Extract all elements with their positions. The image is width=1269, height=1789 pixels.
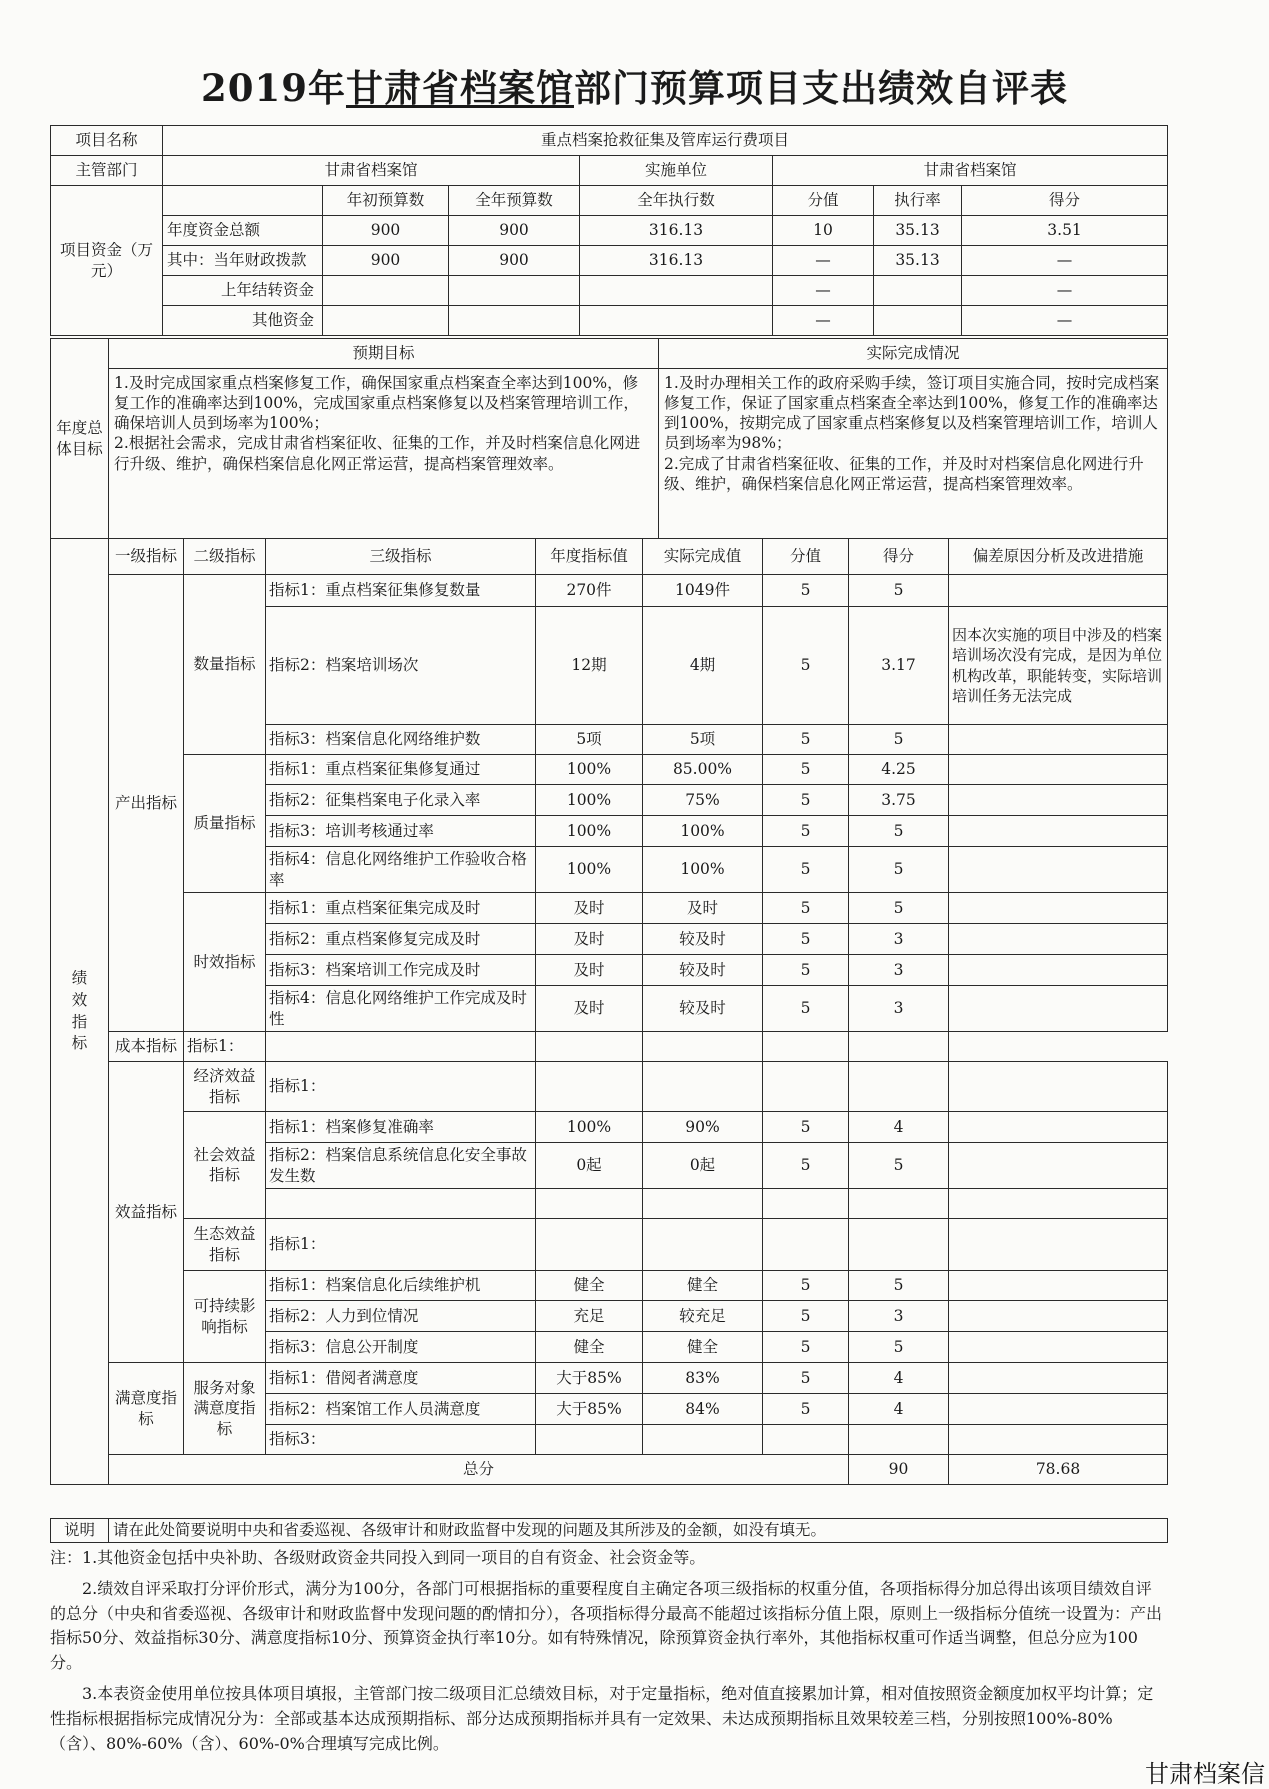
header-score: 得分 xyxy=(849,539,949,575)
table-row: 指标2：档案信息系统信息化安全事故发生数 0起 0起 5 5 xyxy=(51,1143,1168,1189)
project-name-value: 重点档案抢救征集及管库运行费项目 xyxy=(163,126,1168,156)
total-row xyxy=(51,1455,1168,1485)
table-row: 指标4：信息化网络维护工作验收合格率 100% 100% 5 5 xyxy=(51,847,1168,893)
table-row: 指标2：档案培训场次 12期 4期 5 3.17 因本次实施的项目中涉及的档案培训场次没有完成，是因为单位机构改革，职能转变，实际培训培训任务无法完成 xyxy=(51,607,1168,725)
funds-header: 全年预算数 xyxy=(449,186,580,216)
actual-header: 实际完成情况 xyxy=(659,339,1168,369)
indicators-section-label: 绩效指标 xyxy=(51,539,109,1485)
funds-label: 项目资金（万元） xyxy=(51,186,163,336)
dept-label: 主管部门 xyxy=(51,156,163,186)
level2-service: 服务对象满意度指标 xyxy=(184,1363,266,1455)
header-actual: 实际完成值 xyxy=(643,539,763,575)
note-1: 注：1.其他资金包括中央补助、各级财政资金共同投入到同一项目的自有资金、社会资金等。 xyxy=(50,1548,706,1567)
level1-benefit: 效益指标 xyxy=(109,1062,184,1363)
impl-value: 甘肃省档案馆 xyxy=(773,156,1168,186)
table-row: 指标3：信息公开制度 健全 健全 5 5 xyxy=(51,1332,1168,1363)
funds-row: 上年结转资金 — — xyxy=(51,276,1168,306)
level2-economic: 经济效益指标 xyxy=(184,1062,266,1112)
funds-header: 全年执行数 xyxy=(580,186,773,216)
table-row: 满意度指标 服务对象满意度指标 指标1：借阅者满意度 大于85% 83% 5 4 xyxy=(51,1363,1168,1394)
header-level2: 二级指标 xyxy=(184,539,266,575)
funds-header: 得分 xyxy=(962,186,1168,216)
note-3: 3.本表资金使用单位按具体项目填报，主管部门按二级项目汇总绩效目标，对于定量指标，绝对值直接累加计算，相对值按照资金额度加权平均计算；定性指标根据指标完成情况分为：全部或基本达成预期指标、部分达成预期指标并具有一定效果、未达成预期指标且效果较差三档，分别按照100%-80%（含）、80%-60%（含）、60%-0%合理填写完成比例。 xyxy=(50,1683,1154,1753)
project-name-label: 项目名称 xyxy=(51,126,163,156)
goals-label: 年度总体目标 xyxy=(51,339,109,539)
table-row: 指标3： xyxy=(51,1425,1168,1455)
funds-row: 其他资金 — — xyxy=(51,306,1168,336)
level1-satisfaction: 满意度指标 xyxy=(109,1363,184,1455)
funds-header: 分值 xyxy=(773,186,874,216)
funds-header: 年初预算数 xyxy=(323,186,449,216)
table-row: 指标2：重点档案修复完成及时 及时 较及时 5 3 xyxy=(51,924,1168,955)
header-reason: 偏差原因分析及改进措施 xyxy=(949,539,1168,575)
project-info-table xyxy=(50,125,1168,336)
level2-quantity: 数量指标 xyxy=(184,575,266,755)
watermark: 甘肃档案信 xyxy=(1145,1760,1265,1788)
table-row: 指标2：档案馆工作人员满意度 大于85% 84% 5 4 xyxy=(51,1394,1168,1425)
total-label: 总分 xyxy=(109,1455,849,1485)
table-row: 生态效益指标 指标1： xyxy=(51,1219,1168,1271)
expected-goal-text: 1.及时完成国家重点档案修复工作，确保国家重点档案查全率达到100%，修复工作的准确率达到100%，完成国家重点档案修复以及档案管理培训工作，确保培训人员到场率为100%； 2.根据社会需求，完成甘肃省档案征收、征集的工作，并及时档案信息化网进行升级、维护，确保档案信息化网正常运营，提高档案管理效率。 xyxy=(109,369,659,539)
level2-cost: 成本指标 xyxy=(109,1032,184,1062)
level2-sustainable: 可持续影响指标 xyxy=(184,1271,266,1363)
funds-header: 执行率 xyxy=(874,186,962,216)
remark-label: 说明 xyxy=(51,1519,109,1543)
level2-timeliness: 时效指标 xyxy=(184,893,266,1032)
funds-row: 其中：当年财政拨款 900 900 316.13 — 35.13 — xyxy=(51,246,1168,276)
table-row: 指标3：档案培训工作完成及时 及时 较及时 5 3 xyxy=(51,955,1168,986)
table-row: 社会效益指标 指标1：档案修复准确率 100% 90% 5 4 xyxy=(51,1112,1168,1143)
actual-result-text: 1.及时办理相关工作的政府采购手续，签订项目实施合同，按时完成档案修复工作，保证了国家重点档案查全率达到100%，修复工作的准确率达到100%，按期完成了国家重点档案修复以及档案管理培训工作，培训人员到场率为98%； 2.完成了甘肃省档案征收、征集的工作，并及时对档案信息化网进行升级、维护，确保档案信息化网正常运营，提高档案管理效率。 xyxy=(659,369,1168,539)
table-row: 指标4：信息化网络维护工作完成及时性 及时 较及时 5 3 xyxy=(51,986,1168,1032)
header-level3: 三级指标 xyxy=(266,539,536,575)
table-row: 指标2：征集档案电子化录入率 100% 75% 5 3.75 xyxy=(51,785,1168,816)
header-score-value: 分值 xyxy=(763,539,849,575)
level2-quality: 质量指标 xyxy=(184,755,266,893)
table-row: 效益指标 经济效益指标 指标1： xyxy=(51,1062,1168,1112)
table-row: 指标2：人力到位情况 充足 较充足 5 3 xyxy=(51,1301,1168,1332)
table-row: 指标3：培训考核通过率 100% 100% 5 5 xyxy=(51,816,1168,847)
remark-text: 请在此处简要说明中央和省委巡视、各级审计和财政监督中发现的问题及其所涉及的金额，如没有填无。 xyxy=(109,1519,1168,1543)
table-row: 产出指标 数量指标 指标1：重点档案征集修复数量 270件 1049件 5 5 xyxy=(51,575,1168,607)
level1-output: 产出指标 xyxy=(109,575,184,1032)
table-row: 指标3：档案信息化网络维护数 5项 5项 5 5 xyxy=(51,725,1168,755)
table-row: 成本指标 指标1： xyxy=(51,1032,1168,1062)
expected-header: 预期目标 xyxy=(109,339,659,369)
header-target: 年度指标值 xyxy=(536,539,643,575)
table-row: 质量指标 指标1：重点档案征集修复通过 100% 85.00% 5 4.25 xyxy=(51,755,1168,785)
funds-row: 年度资金总额 900 900 316.13 10 35.13 3.51 xyxy=(51,216,1168,246)
total-score: 78.68 xyxy=(949,1455,1168,1485)
header-level1: 一级指标 xyxy=(109,539,184,575)
impl-label: 实施单位 xyxy=(580,156,773,186)
table-row: 时效指标 指标1：重点档案征集完成及时 及时 及时 5 5 xyxy=(51,893,1168,924)
level2-eco: 生态效益指标 xyxy=(184,1219,266,1271)
indicators-table xyxy=(50,538,1168,1485)
dept-value: 甘肃省档案馆 xyxy=(163,156,580,186)
table-row: 可持续影响指标 指标1：档案信息化后续维护机 健全 健全 5 5 xyxy=(51,1271,1168,1301)
remark-table xyxy=(50,1518,1168,1543)
footnotes xyxy=(50,1546,1167,1762)
goals-table xyxy=(50,338,1168,539)
total-score-value: 90 xyxy=(849,1455,949,1485)
note-2: 2.绩效自评采取打分评价形式，满分为100分，各部门可根据指标的重要程度自主确定各项三级指标的权重分值，各项指标得分加总得出该项目绩效自评的总分（中央和省委巡视、各级审计和财政监督中发现问题的酌情扣分），各项指标得分最高不能超过该指标分值上限，原则上一级指标分值统一设置为：产出指标50分、效益指标30分、满意度指标10分、预算资金执行率10分。如有特殊情况，除预算资金执行率外，其他指标权重可作适当调整，但总分应为100分。 xyxy=(50,1578,1163,1673)
page-title: 2019年甘肃省档案馆部门预算项目支出绩效自评表 xyxy=(201,66,1068,110)
level2-social: 社会效益指标 xyxy=(184,1112,266,1219)
